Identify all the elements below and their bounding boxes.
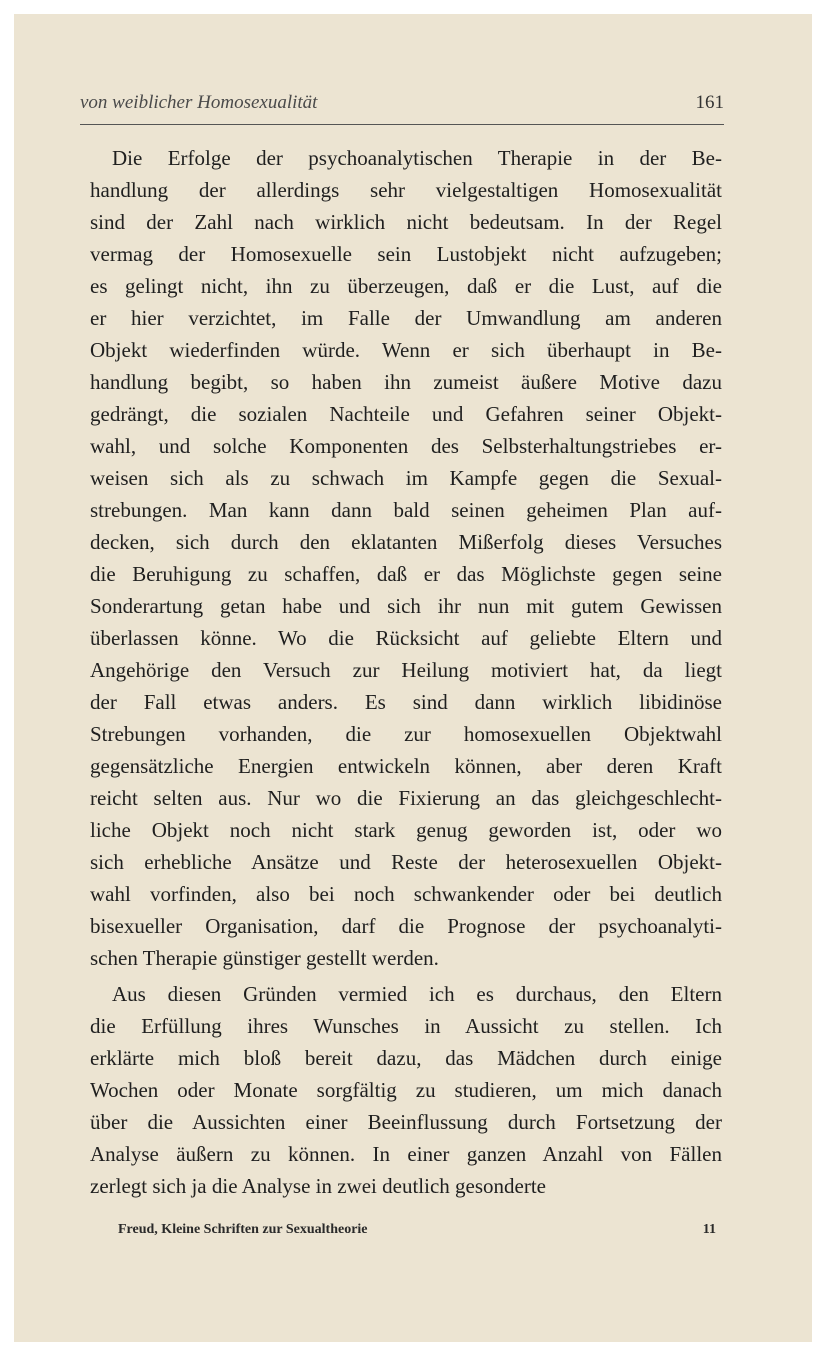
text-line: gegensätzliche Energien entwickeln können, aber deren Kraft	[90, 754, 722, 778]
text-line: Aus diesen Gründen vermied ich es durchaus, den Eltern	[112, 982, 722, 1006]
text-line: strebungen. Man kann dann bald seinen geheimen Plan auf-	[90, 498, 722, 522]
header-rule	[80, 124, 724, 125]
text-line: wahl vorfinden, also bei noch schwankender oder bei deutlich	[90, 882, 722, 906]
running-head	[80, 92, 724, 122]
page-number: 161	[695, 92, 724, 113]
text-line: Sonderartung getan habe und sich ihr nun mit gutem Gewissen	[90, 594, 722, 618]
text-line: decken, sich durch den eklatanten Mißerfolg dieses Versuches	[90, 530, 722, 554]
text-line: überlassen könne. Wo die Rücksicht auf geliebte Eltern und	[90, 626, 722, 650]
footer-signature: Freud, Kleine Schriften zur Sexualtheorie	[118, 1222, 368, 1237]
text-line: die Beruhigung zu schaffen, daß er das Möglichste gegen seine	[90, 562, 722, 586]
text-line: erklärte mich bloß bereit dazu, das Mädchen durch einige	[90, 1046, 722, 1070]
sheet-number: 11	[702, 1222, 716, 1237]
text-line: Strebungen vorhanden, die zur homosexuellen Objektwahl	[90, 722, 722, 746]
paragraph	[90, 978, 722, 1202]
text-line: Objekt wiederfinden würde. Wenn er sich überhaupt in Be-	[90, 338, 722, 362]
text-line: es gelingt nicht, ihn zu überzeugen, daß er die Lust, auf die	[90, 274, 722, 298]
text-line: über die Aussichten einer Beeinflussung durch Fortsetzung der	[90, 1110, 722, 1134]
text-line: Angehörige den Versuch zur Heilung motiviert hat, da liegt	[90, 658, 722, 682]
text-line: wahl, und solche Komponenten des Selbsterhaltungstriebes er-	[90, 434, 722, 458]
text-line: Wochen oder Monate sorgfältig zu studieren, um mich danach	[90, 1078, 722, 1102]
text-line: gedrängt, die sozialen Nachteile und Gefahren seiner Objekt-	[90, 402, 722, 426]
running-head-title: von weiblicher Homosexualität	[80, 92, 318, 113]
text-line: schen Therapie günstiger gestellt werden.	[90, 946, 439, 970]
text-line: reicht selten aus. Nur wo die Fixierung an das gleichgeschlecht-	[90, 786, 722, 810]
text-line: Analyse äußern zu können. In einer ganzen Anzahl von Fällen	[90, 1142, 722, 1166]
text-line: Die Erfolge der psychoanalytischen Therapie in der Be-	[112, 146, 722, 170]
text-line: handlung der allerdings sehr vielgestaltigen Homosexualität	[90, 178, 722, 202]
paragraph	[90, 142, 722, 974]
text-line: er hier verzichtet, im Falle der Umwandlung am anderen	[90, 306, 722, 330]
text-line: bisexueller Organisation, darf die Prognose der psychoanalyti-	[90, 914, 722, 938]
body-text	[90, 142, 722, 1202]
text-line: weisen sich als zu schwach im Kampfe gegen die Sexual-	[90, 466, 722, 490]
text-line: vermag der Homosexuelle sein Lustobjekt nicht aufzugeben;	[90, 242, 722, 266]
text-line: zerlegt sich ja die Analyse in zwei deutlich gesonderte	[90, 1174, 547, 1198]
text-line: liche Objekt noch nicht stark genug geworden ist, oder wo	[90, 818, 722, 842]
text-line: handlung begibt, so haben ihn zumeist äußere Motive dazu	[90, 370, 722, 394]
text-line: sind der Zahl nach wirklich nicht bedeutsam. In der Regel	[90, 210, 722, 234]
text-line: der Fall etwas anders. Es sind dann wirklich libidinöse	[90, 690, 722, 714]
book-page	[14, 14, 812, 1342]
text-line: die Erfüllung ihres Wunsches in Aussicht zu stellen. Ich	[90, 1014, 722, 1038]
text-line: sich erhebliche Ansätze und Reste der heterosexuellen Objekt-	[90, 850, 722, 874]
